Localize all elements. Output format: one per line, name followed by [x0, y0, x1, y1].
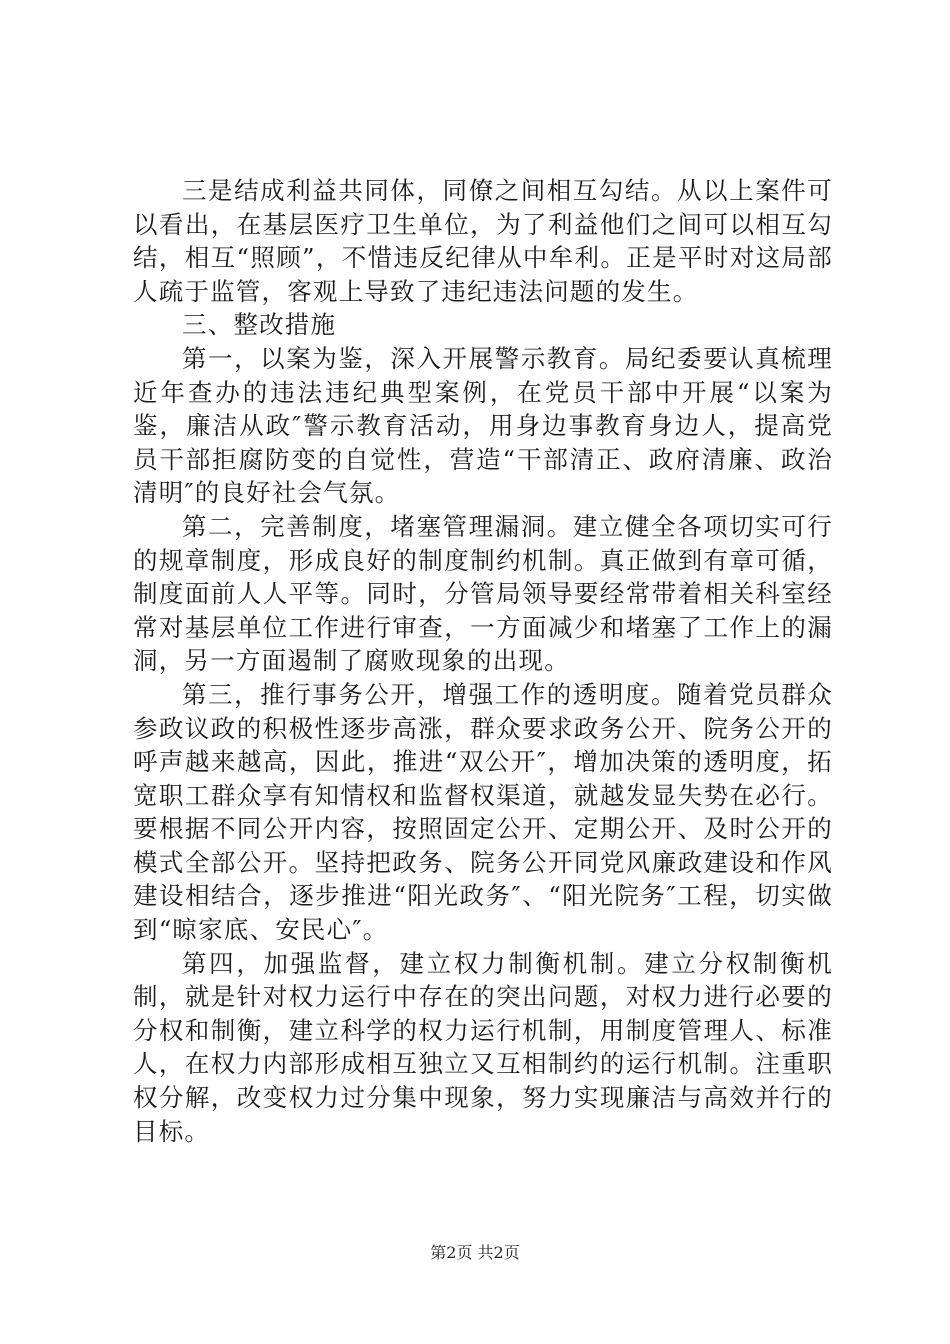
section-heading-rectification: 三、整改措施	[182, 310, 337, 340]
document-body	[133, 174, 833, 1148]
paragraph-collusion: 三是结成利益共同体，同僚之间相互勾结。从以上案件可以看出，在基层医疗卫生单位，为了利益他们之间可以相互勾结，相互“照顾”，不惜违反纪律从中牟利。正是平时对这局部人疏于监管，客观上导致了违纪违法问题的发生。	[133, 176, 833, 306]
paragraph-measure-3: 第三，推行事务公开，增强工作的透明度。随着党员群众参政议政的积极性逐步高涨，群众要求政务公开、院务公开的呼声越来越高，因此，推进“双公开″，增加决策的透明度，拓宽职工群众享有知情权和监督权渠道，就越发显失势在必行。要根据不同公开内容，按照固定公开、定期公开、及时公开的模式全部公开。坚持把政务、院务公开同党风廉政建设和作风建设相结合，逐步推进“阳光政务″、“阳光院务″工程，切实做到“晾家底、安民心″。	[133, 679, 833, 945]
paragraph-measure-4: 第四，加强监督，建立权力制衡机制。建立分权制衡机制，就是针对权力运行中存在的突出问题，对权力进行必要的分权和制衡，建立科学的权力运行机制，用制度管理人、标准人，在权力内部形成相互独立又互相制约的运行机制。注重职权分解，改变权力过分集中现象，努力实现廉洁与高效并行的目标。	[133, 948, 833, 1146]
paragraph-measure-2: 第二，完善制度，堵塞管理漏洞。建立健全各项切实可行的规章制度，形成良好的制度制约机制。真正做到有章可循，制度面前人人平等。同时，分管局领导要经常带着相关科室经常对基层单位工作进行审查，一方面减少和堵塞了工作上的漏洞，另一方面遏制了腐败现象的出现。	[133, 511, 833, 676]
paragraph-measure-1: 第一，以案为鉴，深入开展警示教育。局纪委要认真梳理近年查办的违法违纪典型案例，在党员干部中开展“以案为鉴，廉洁从政″警示教育活动，用身边事教育身边人，提高党员干部拒腐防变的自觉性，营造“干部清正、政府清廉、政治清明″的良好社会气氛。	[133, 343, 833, 508]
page-number-footer: 第2页 共2页	[430, 1243, 520, 1262]
